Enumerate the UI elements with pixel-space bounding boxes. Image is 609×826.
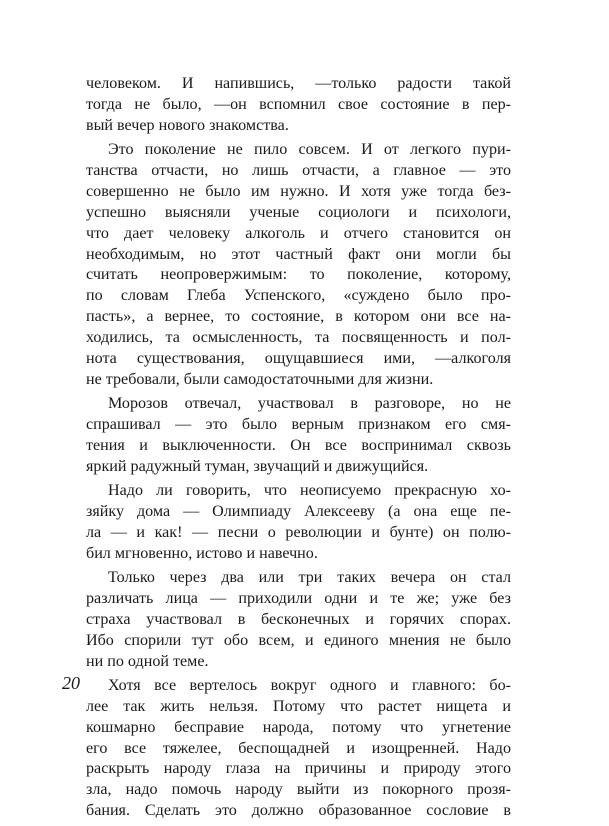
text-line: Это поколение не пило совсем. И от легкого пури- xyxy=(108,141,511,159)
paragraph-1 xyxy=(86,74,511,137)
text-line: его все тяжелее, беспощадней и изощренней. Надо xyxy=(86,739,511,757)
body-text xyxy=(86,74,511,826)
paragraph-5 xyxy=(86,568,511,672)
text-line: страха участвовал в бесконечных и горячих спорах. xyxy=(86,610,511,628)
text-line: вый вечер нового знакомства. xyxy=(86,116,289,134)
text-line: пасть», а вернее, то состояние, в котором они все на- xyxy=(86,308,511,326)
text-line: Надо ли говорить, что неописуемо прекрасную хо- xyxy=(108,482,511,500)
text-line: ла — и как! — песни о революции и бунте) он полю- xyxy=(86,523,511,541)
text-line: лее так жить нельзя. Потому что растет нищета и xyxy=(86,697,511,715)
text-line: Только через два или три таких вечера он стал xyxy=(108,569,511,587)
text-line: по словам Глеба Успенского, «суждено было про- xyxy=(86,287,511,305)
text-line: человеком. И напившись, —только радости такой xyxy=(86,75,511,92)
text-line: спрашивал — это было верным признаком его смя- xyxy=(86,416,511,434)
text-line: считать неопровержимым: то поколение, которому, xyxy=(86,266,511,284)
text-line: Ибо спорили тут обо всем, и единого мнения не было xyxy=(86,631,511,649)
text-line: нота существования, ощущавшиеся ими, —алкоголя xyxy=(86,349,511,367)
text-line: зла, надо помочь народу выйти из покорного прозя- xyxy=(86,781,511,799)
paragraph-4 xyxy=(86,481,511,565)
paragraph-6 xyxy=(86,676,511,822)
text-line: раскрыть народу глаза на причины и природу этого xyxy=(86,760,511,778)
paragraph-3 xyxy=(86,394,511,478)
text-line: бил мгновенно, истово и навечно. xyxy=(86,544,318,562)
text-line: совершенно не было им нужно. И хотя уже тогда без- xyxy=(86,182,511,200)
page-number: 20 xyxy=(62,673,80,693)
text-line: тогда не было, —он вспомнил свое состояние в пер- xyxy=(86,95,511,113)
text-line: Хотя все вертелось вокруг одного и главного: бо- xyxy=(108,676,511,694)
text-line: Морозов отвечал, участвовал в разговоре, но не xyxy=(108,395,511,413)
text-line: не требовали, были самодостаточными для жизни. xyxy=(86,370,434,388)
text-line: успешно выясняли ученые социологи и психологи, xyxy=(86,203,511,221)
text-line: ходились, та осмысленность, та посвященность и пол- xyxy=(86,329,511,347)
text-line: тения и выключенности. Он все воспринимал сквозь xyxy=(86,436,511,454)
text-line: различать лица — приходили одни и те же; уже без xyxy=(86,589,511,607)
text-line: бания. Сделать это должно образованное сословие в xyxy=(86,802,511,820)
text-line: необходимым, но этот частный факт они могли бы xyxy=(86,245,511,263)
text-line: яркий радужный туман, звучащий и движущийся. xyxy=(86,457,429,475)
paragraph-2 xyxy=(86,140,511,391)
text-line: зяйку дома — Олимпиаду Алексееву (а она еще пе- xyxy=(86,502,511,520)
text-line: ни по одной теме. xyxy=(86,652,209,670)
text-line: танства отчасти, но лишь отчасти, а главное — это xyxy=(86,161,511,179)
text-line: что дает человеку алкоголь и отчего становится он xyxy=(86,224,511,242)
text-line: кошмарно бесправие народа, потому что угнетение xyxy=(86,718,511,736)
